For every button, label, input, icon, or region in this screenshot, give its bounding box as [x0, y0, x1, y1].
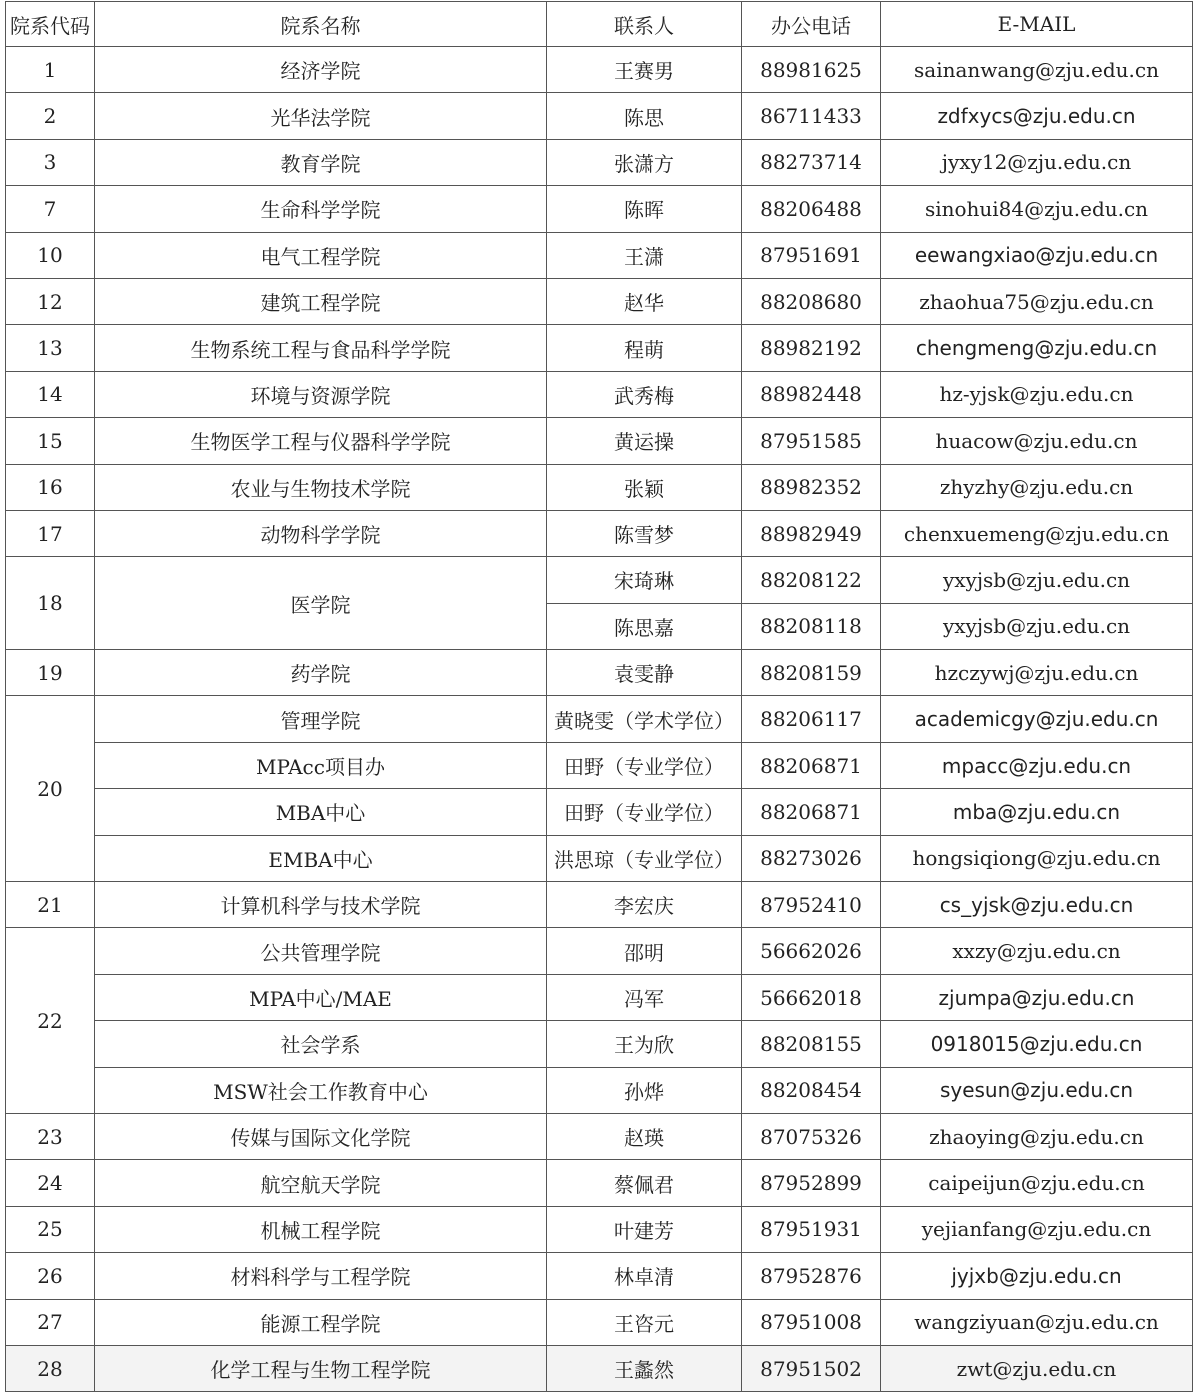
table-row	[6, 93, 1193, 139]
cell-phone: 88208118	[742, 603, 881, 649]
cell-phone: 56662026	[742, 928, 881, 974]
cell-email: zdfxycs@zju.edu.cn	[881, 93, 1193, 139]
table-header-row	[6, 2, 1193, 47]
cell-code: 10	[6, 232, 95, 278]
cell-contact: 黄晓雯（学术学位）	[547, 696, 742, 742]
table-row	[6, 696, 1193, 742]
cell-contact: 邵明	[547, 928, 742, 974]
cell-email: zhyzhy@zju.edu.cn	[881, 464, 1193, 510]
table-row	[6, 557, 1193, 603]
cell-name: 计算机科学与技术学院	[95, 882, 547, 928]
cell-name: 能源工程学院	[95, 1299, 547, 1345]
cell-name: 航空航天学院	[95, 1160, 547, 1206]
cell-contact: 武秀梅	[547, 371, 742, 417]
cell-name: 生命科学学院	[95, 186, 547, 232]
cell-phone: 88273026	[742, 835, 881, 881]
cell-email: jyjxb@zju.edu.cn	[881, 1253, 1193, 1299]
table-row	[6, 371, 1193, 417]
cell-phone: 88273714	[742, 139, 881, 185]
cell-contact: 宋琦琳	[547, 557, 742, 603]
cell-code: 13	[6, 325, 95, 371]
table-row	[6, 882, 1193, 928]
cell-code: 26	[6, 1253, 95, 1299]
cell-phone: 88208454	[742, 1067, 881, 1113]
cell-code: 22	[6, 928, 95, 1114]
cell-contact: 陈雪梦	[547, 510, 742, 556]
table-row	[6, 418, 1193, 464]
cell-name: 农业与生物技术学院	[95, 464, 547, 510]
cell-email: 0918015@zju.edu.cn	[881, 1021, 1193, 1067]
table-row	[6, 974, 1193, 1020]
cell-name: MPA中心/MAE	[95, 974, 547, 1020]
cell-code: 2	[6, 93, 95, 139]
table-row	[6, 1021, 1193, 1067]
cell-email: hongsiqiong@zju.edu.cn	[881, 835, 1193, 881]
cell-name: 生物医学工程与仪器科学学院	[95, 418, 547, 464]
cell-email: eewangxiao@zju.edu.cn	[881, 232, 1193, 278]
cell-email: chengmeng@zju.edu.cn	[881, 325, 1193, 371]
cell-email: wangziyuan@zju.edu.cn	[881, 1299, 1193, 1345]
cell-name: 教育学院	[95, 139, 547, 185]
cell-email: xxzy@zju.edu.cn	[881, 928, 1193, 974]
cell-email: academicgy@zju.edu.cn	[881, 696, 1193, 742]
cell-code: 23	[6, 1113, 95, 1159]
cell-email: hz-yjsk@zju.edu.cn	[881, 371, 1193, 417]
cell-name: EMBA中心	[95, 835, 547, 881]
cell-contact: 冯军	[547, 974, 742, 1020]
cell-contact: 张颖	[547, 464, 742, 510]
table-row	[6, 510, 1193, 556]
cell-email: jyxy12@zju.edu.cn	[881, 139, 1193, 185]
cell-name: 医学院	[95, 557, 547, 650]
table-row	[6, 835, 1193, 881]
cell-email: zwt@zju.edu.cn	[881, 1345, 1193, 1391]
cell-email: yxyjsb@zju.edu.cn	[881, 603, 1193, 649]
table-row	[6, 742, 1193, 788]
cell-email: hzczywj@zju.edu.cn	[881, 650, 1193, 696]
cell-code: 15	[6, 418, 95, 464]
cell-code: 27	[6, 1299, 95, 1345]
header-name: 院系名称	[95, 2, 547, 47]
table-row	[6, 1160, 1193, 1206]
cell-phone: 88206871	[742, 742, 881, 788]
cell-contact: 黄运操	[547, 418, 742, 464]
cell-email: yejianfang@zju.edu.cn	[881, 1206, 1193, 1252]
table-row	[6, 650, 1193, 696]
cell-name: MSW社会工作教育中心	[95, 1067, 547, 1113]
header-phone: 办公电话	[742, 2, 881, 47]
cell-code: 20	[6, 696, 95, 882]
cell-code: 24	[6, 1160, 95, 1206]
cell-email: chenxuemeng@zju.edu.cn	[881, 510, 1193, 556]
cell-name: MPAcc项目办	[95, 742, 547, 788]
cell-email: syesun@zju.edu.cn	[881, 1067, 1193, 1113]
table-row	[6, 464, 1193, 510]
cell-phone: 88208680	[742, 278, 881, 324]
cell-phone: 87951502	[742, 1345, 881, 1391]
cell-phone: 87952899	[742, 1160, 881, 1206]
cell-contact: 田野（专业学位）	[547, 742, 742, 788]
cell-name: 环境与资源学院	[95, 371, 547, 417]
table-row	[6, 186, 1193, 232]
cell-contact: 张潇方	[547, 139, 742, 185]
table-row	[6, 47, 1193, 93]
cell-phone: 88982949	[742, 510, 881, 556]
cell-name: 机械工程学院	[95, 1206, 547, 1252]
cell-contact: 程萌	[547, 325, 742, 371]
cell-code: 28	[6, 1345, 95, 1391]
cell-email: caipeijun@zju.edu.cn	[881, 1160, 1193, 1206]
cell-name: 建筑工程学院	[95, 278, 547, 324]
cell-name: MBA中心	[95, 789, 547, 835]
cell-phone: 87951585	[742, 418, 881, 464]
table-row	[6, 139, 1193, 185]
cell-phone: 87951008	[742, 1299, 881, 1345]
cell-name: 药学院	[95, 650, 547, 696]
cell-phone: 88982192	[742, 325, 881, 371]
cell-code: 16	[6, 464, 95, 510]
cell-contact: 赵瑛	[547, 1113, 742, 1159]
cell-contact: 陈思	[547, 93, 742, 139]
cell-code: 25	[6, 1206, 95, 1252]
cell-code: 19	[6, 650, 95, 696]
cell-code: 12	[6, 278, 95, 324]
cell-email: huacow@zju.edu.cn	[881, 418, 1193, 464]
cell-phone: 87951931	[742, 1206, 881, 1252]
cell-code: 18	[6, 557, 95, 650]
cell-name: 动物科学学院	[95, 510, 547, 556]
cell-phone: 87075326	[742, 1113, 881, 1159]
cell-phone: 88208159	[742, 650, 881, 696]
cell-phone: 88208155	[742, 1021, 881, 1067]
cell-name: 管理学院	[95, 696, 547, 742]
cell-contact: 王蠡然	[547, 1345, 742, 1391]
cell-contact: 蔡佩君	[547, 1160, 742, 1206]
table-row	[6, 789, 1193, 835]
cell-name: 社会学系	[95, 1021, 547, 1067]
cell-email: zhaohua75@zju.edu.cn	[881, 278, 1193, 324]
header-contact: 联系人	[547, 2, 742, 47]
cell-phone: 88981625	[742, 47, 881, 93]
table-row	[6, 1206, 1193, 1252]
header-code: 院系代码	[6, 2, 95, 47]
table-row	[6, 1067, 1193, 1113]
cell-phone: 88982448	[742, 371, 881, 417]
cell-contact: 李宏庆	[547, 882, 742, 928]
table-row	[6, 1253, 1193, 1299]
cell-email: zhaoying@zju.edu.cn	[881, 1113, 1193, 1159]
cell-email: yxyjsb@zju.edu.cn	[881, 557, 1193, 603]
cell-name: 光华法学院	[95, 93, 547, 139]
cell-phone: 88206488	[742, 186, 881, 232]
cell-code: 3	[6, 139, 95, 185]
cell-code: 7	[6, 186, 95, 232]
cell-phone: 87952876	[742, 1253, 881, 1299]
cell-email: mba@zju.edu.cn	[881, 789, 1193, 835]
cell-contact: 王咨元	[547, 1299, 742, 1345]
department-contact-table	[5, 1, 1193, 1392]
cell-contact: 孙烨	[547, 1067, 742, 1113]
cell-phone: 87951691	[742, 232, 881, 278]
cell-email: sainanwang@zju.edu.cn	[881, 47, 1193, 93]
cell-name: 经济学院	[95, 47, 547, 93]
cell-email: zjumpa@zju.edu.cn	[881, 974, 1193, 1020]
cell-name: 传媒与国际文化学院	[95, 1113, 547, 1159]
cell-phone: 88206117	[742, 696, 881, 742]
cell-phone: 56662018	[742, 974, 881, 1020]
table-row	[6, 325, 1193, 371]
cell-contact: 王为欣	[547, 1021, 742, 1067]
cell-email: cs_yjsk@zju.edu.cn	[881, 882, 1193, 928]
cell-name: 生物系统工程与食品科学学院	[95, 325, 547, 371]
cell-name: 材料科学与工程学院	[95, 1253, 547, 1299]
cell-contact: 王潇	[547, 232, 742, 278]
table-row	[6, 278, 1193, 324]
table-row	[6, 1299, 1193, 1345]
cell-code: 17	[6, 510, 95, 556]
cell-code: 21	[6, 882, 95, 928]
cell-phone: 88982352	[742, 464, 881, 510]
cell-phone: 86711433	[742, 93, 881, 139]
cell-name: 公共管理学院	[95, 928, 547, 974]
cell-phone: 88208122	[742, 557, 881, 603]
table-row	[6, 232, 1193, 278]
cell-phone: 88206871	[742, 789, 881, 835]
cell-code: 14	[6, 371, 95, 417]
cell-contact: 赵华	[547, 278, 742, 324]
cell-email: mpacc@zju.edu.cn	[881, 742, 1193, 788]
cell-contact: 洪思琼（专业学位）	[547, 835, 742, 881]
cell-contact: 王赛男	[547, 47, 742, 93]
cell-name: 化学工程与生物工程学院	[95, 1345, 547, 1391]
cell-contact: 田野（专业学位）	[547, 789, 742, 835]
cell-code: 1	[6, 47, 95, 93]
cell-contact: 林卓清	[547, 1253, 742, 1299]
cell-name: 电气工程学院	[95, 232, 547, 278]
cell-contact: 叶建芳	[547, 1206, 742, 1252]
cell-contact: 陈思嘉	[547, 603, 742, 649]
header-email: E-MAIL	[881, 2, 1193, 47]
table-row	[6, 928, 1193, 974]
table-row	[6, 1345, 1193, 1391]
cell-email: sinohui84@zju.edu.cn	[881, 186, 1193, 232]
cell-phone: 87952410	[742, 882, 881, 928]
cell-contact: 袁雯静	[547, 650, 742, 696]
table-row	[6, 1113, 1193, 1159]
cell-contact: 陈晖	[547, 186, 742, 232]
